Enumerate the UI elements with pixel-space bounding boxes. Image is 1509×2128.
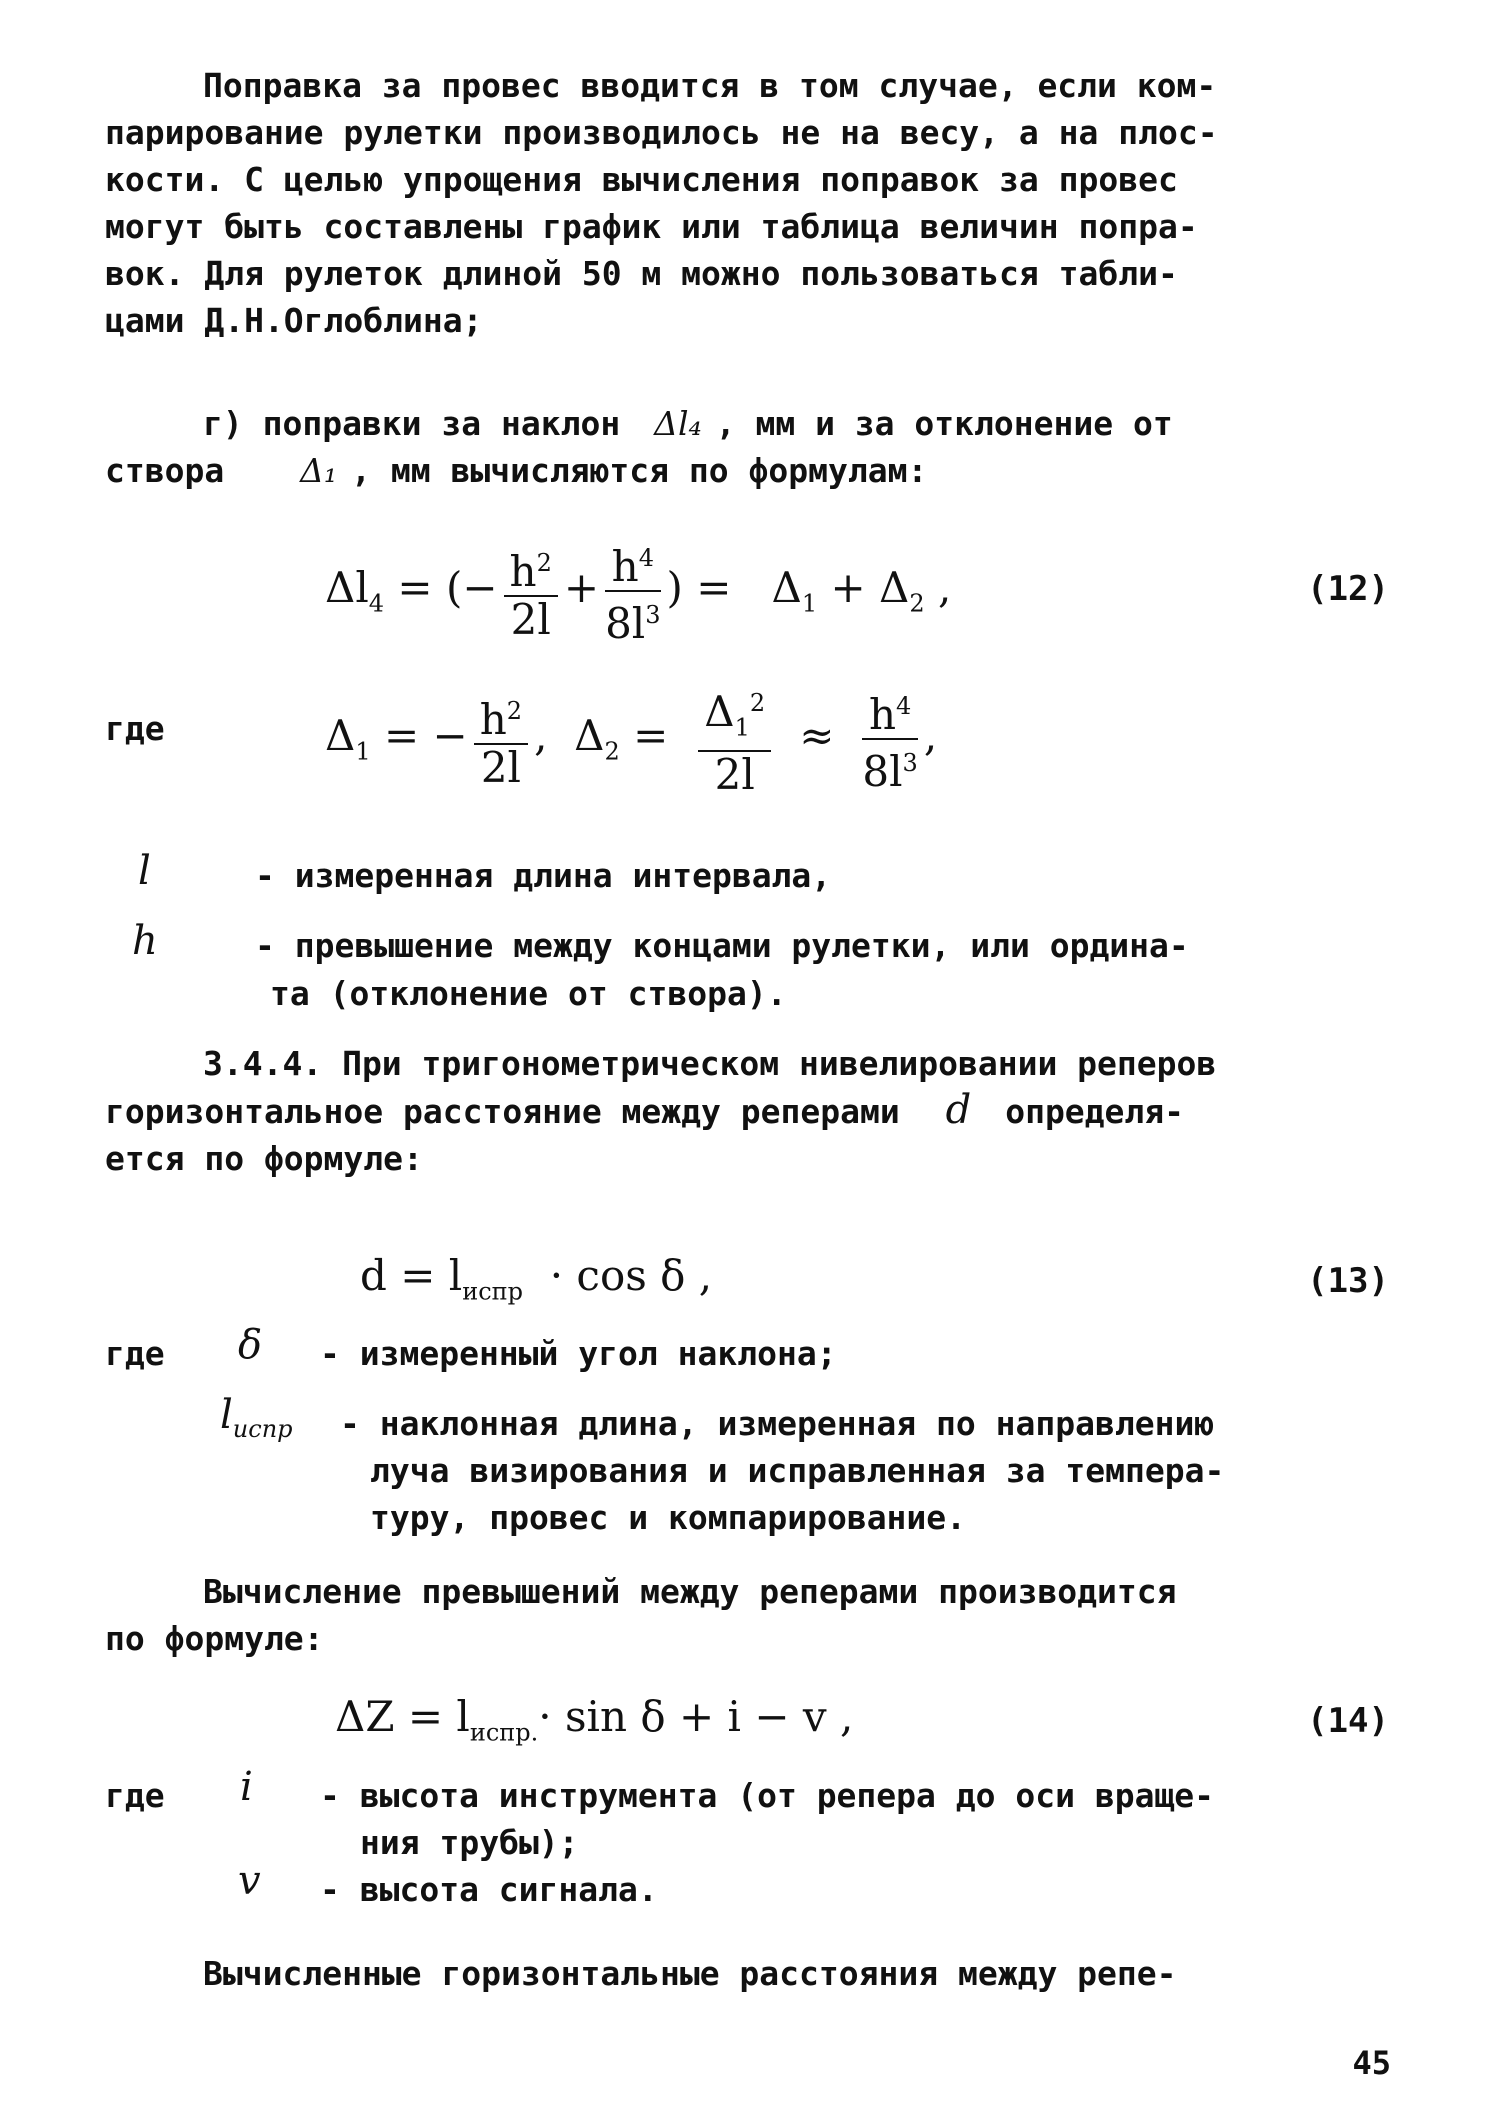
text-line: Вычисленные горизонтальные расстояния между репе-: [203, 1954, 1177, 1993]
equation-12-components: $\Delta_1$ = − $\frac{h^2}{2l}$ , $\Delta_2$ = $\frac{\Delta_1^2}{2l}$ ≈ $\frac{h^4}{8l^3}$ ,: [325, 680, 937, 798]
text-line: горизонтальное расстояние между реперами: [105, 1092, 900, 1131]
equation-13: $d = l_{испр} \cdot \cos \delta$ ,: [360, 1251, 713, 1306]
text-line: по формуле:: [105, 1619, 324, 1658]
definition-text: - высота инструмента (от репера до оси враще-: [320, 1776, 1215, 1815]
text-line: кости. С целью упрощения вычисления поправок за провес: [105, 160, 1178, 199]
symbol-i: i: [240, 1764, 253, 1810]
equation-number-14: (14): [1307, 1701, 1389, 1741]
definition-text: - наклонная длина, измеренная по направлению: [340, 1404, 1215, 1443]
equation-14: $\Delta Z = l_{испр.}\cdot \sin \delta + i - v$ ,: [335, 1692, 854, 1747]
page-number: 45: [1352, 2044, 1391, 2082]
text-line: цами Д.Н.Оглоблина;: [105, 301, 483, 340]
text-line: 3.4.4. При тригонометрическом нивелировании реперов: [203, 1044, 1217, 1083]
definition-text: - превышение между концами рулетки, или ордина-: [255, 926, 1189, 965]
text-line: Вычисление превышений между реперами производится: [203, 1572, 1177, 1611]
definition-text: - высота сигнала.: [320, 1870, 658, 1909]
symbol-h: h: [132, 918, 158, 964]
where-label: где: [105, 1776, 165, 1815]
paragraph-height-difference: [105, 1568, 1405, 1662]
definition-text: - измеренный угол наклона;: [320, 1334, 837, 1373]
where-label: где: [105, 1334, 165, 1373]
paragraph-slope-correction: [105, 400, 1405, 494]
paragraph-sag-correction: [105, 62, 1405, 344]
symbol-l-ispr: $l_{испр}$: [220, 1392, 293, 1443]
text-line: вок. Для рулеток длиной 50 м можно пользоваться табли-: [105, 254, 1178, 293]
text-line: , мм вычисляются по формулам:: [351, 451, 928, 490]
symbol-l: l: [138, 848, 151, 894]
symbol-delta: δ: [238, 1322, 263, 1368]
text-line: г) поправки за наклон: [203, 404, 621, 443]
where-label: где: [105, 709, 165, 748]
symbol-d: d: [945, 1087, 972, 1133]
text-line: створа: [105, 451, 225, 490]
delta-1-symbol: Δ₁: [300, 451, 338, 490]
text-line: , мм и за отклонение от: [715, 404, 1173, 443]
symbol-v: v: [238, 1858, 261, 1904]
definition-text: - измеренная длина интервала,: [255, 856, 832, 895]
definition-text: ния трубы);: [360, 1823, 579, 1862]
text-line: ется по формуле:: [105, 1139, 423, 1178]
text-line: определя-: [1005, 1092, 1185, 1131]
equation-12: $\Delta l_4$ = (− $\frac{h^2}{2l}$ + $\frac{h^4}{8l^3}$ ) = $\Delta_1 + \Delta_2$ ,: [325, 535, 951, 647]
text-line: Поправка за провес вводится в том случае, если ком-: [203, 66, 1217, 105]
definition-text: туру, провес и компарирование.: [370, 1498, 967, 1537]
paragraph-computed-distances: [105, 1950, 1405, 1997]
text-line: парирование рулетки производилось не на весу, а на плос-: [105, 113, 1218, 152]
text-line: могут быть составлены график или таблица величин попра-: [105, 207, 1198, 246]
paragraph-trig-levelling: [105, 1040, 1405, 1182]
definition-text: та (отклонение от створа).: [270, 974, 787, 1013]
delta-l4-symbol: Δl₄: [654, 404, 702, 443]
equation-number-13: (13): [1307, 1261, 1389, 1301]
definition-text: луча визирования и исправленная за темпера-: [370, 1451, 1225, 1490]
equation-number-12: (12): [1307, 569, 1389, 609]
